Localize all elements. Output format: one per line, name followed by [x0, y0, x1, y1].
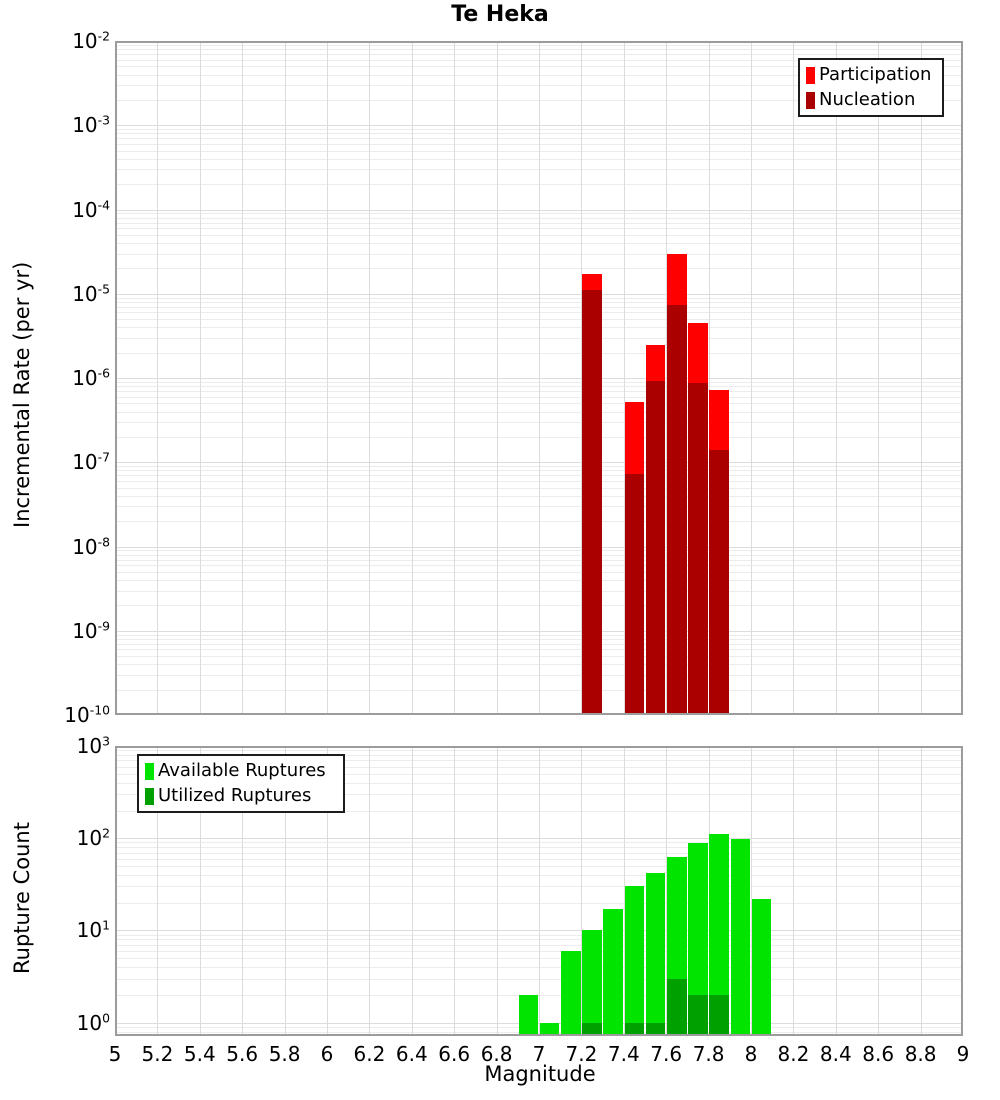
v-gridline — [878, 41, 879, 715]
legend-label-utilized-ruptures: Utilized Ruptures — [158, 785, 312, 806]
y-tick-label: $10^2$ — [76, 825, 110, 851]
x-tick-label: 6 — [320, 1042, 334, 1066]
legend-label-participation: Participation — [819, 64, 932, 85]
bar-available-ruptures-m7.45 — [625, 886, 645, 1036]
x-tick-label: 6.4 — [395, 1042, 428, 1066]
bar-available-ruptures-m7.35 — [603, 909, 623, 1036]
bar-utilized-ruptures-m7.85 — [709, 995, 729, 1036]
x-axis-title: Magnitude — [484, 1062, 596, 1086]
x-tick-label: 7.4 — [607, 1042, 640, 1066]
x-tick-label: 5.4 — [183, 1042, 216, 1066]
v-gridline — [921, 746, 922, 1036]
legend-label-available-ruptures: Available Ruptures — [158, 760, 326, 781]
bar-nucleation-m7.45 — [625, 474, 645, 715]
y-tick-label: $10^{-2}$ — [72, 28, 110, 53]
bar-nucleation-m7.55 — [646, 381, 666, 715]
x-tick-label: 7.2 — [565, 1042, 598, 1066]
legend-item-available-ruptures — [145, 760, 335, 782]
bottom-y-axis-title: Rupture Count — [10, 822, 34, 974]
x-tick-label: 7 — [532, 1042, 546, 1066]
available-ruptures-swatch — [145, 763, 154, 780]
bar-available-ruptures-m7.05 — [540, 1023, 560, 1036]
x-tick-label: 8.8 — [904, 1042, 937, 1066]
bar-available-ruptures-m6.95 — [519, 995, 539, 1036]
x-tick-label: 6.2 — [353, 1042, 386, 1066]
legend-item-participation — [806, 64, 934, 86]
y-tick-label: $10^{-10}$ — [64, 702, 110, 727]
y-tick-label: $10^{-7}$ — [72, 449, 110, 475]
bar-available-ruptures-m7.25 — [582, 930, 602, 1036]
v-gridline — [836, 746, 837, 1036]
v-gridline — [793, 41, 794, 715]
v-gridline — [242, 41, 243, 715]
v-gridline — [454, 41, 455, 715]
x-tick-label: 5.8 — [268, 1042, 301, 1066]
v-gridline — [836, 41, 837, 715]
legend-item-nucleation — [806, 89, 934, 111]
y-tick-label: $10^{-9}$ — [72, 618, 110, 643]
v-gridline — [497, 746, 498, 1036]
v-gridline — [200, 41, 201, 715]
v-gridline — [497, 41, 498, 715]
bar-available-ruptures-m7.15 — [561, 951, 581, 1036]
x-tick-label: 5.2 — [141, 1042, 174, 1066]
bar-utilized-ruptures-m7.55 — [646, 1023, 666, 1036]
bar-utilized-ruptures-m7.65 — [667, 979, 687, 1036]
v-gridline — [454, 746, 455, 1036]
nucleation-swatch — [806, 92, 815, 109]
legend-label-nucleation: Nucleation — [819, 89, 916, 110]
bar-utilized-ruptures-m7.75 — [688, 995, 708, 1036]
v-gridline — [539, 746, 540, 1036]
v-gridline — [878, 746, 879, 1036]
x-tick-label: 6.8 — [480, 1042, 513, 1066]
y-tick-label: $10^1$ — [76, 917, 110, 943]
x-tick-label: 5 — [108, 1042, 122, 1066]
x-tick-label: 8.4 — [819, 1042, 852, 1066]
y-tick-label: $10^{-5}$ — [72, 281, 110, 306]
y-tick-label: $10^{-3}$ — [72, 112, 110, 138]
top-plot-area — [115, 41, 963, 715]
v-gridline — [327, 41, 328, 715]
v-gridline — [412, 41, 413, 715]
bar-available-ruptures-m7.55 — [646, 873, 666, 1036]
top-y-axis-title: Incremental Rate (per yr) — [10, 261, 34, 528]
bar-nucleation-m7.25 — [582, 290, 602, 715]
x-tick-label: 8.6 — [862, 1042, 895, 1066]
legend-item-utilized-ruptures — [145, 785, 335, 807]
v-gridline — [369, 41, 370, 715]
y-tick-label: $10^{-6}$ — [72, 365, 110, 390]
bottom-legend — [137, 754, 345, 813]
v-gridline — [157, 41, 158, 715]
y-tick-label: $10^{-8}$ — [72, 533, 110, 559]
bar-utilized-ruptures-m7.45 — [625, 1023, 645, 1036]
x-tick-label: 6.6 — [438, 1042, 471, 1066]
v-gridline — [921, 41, 922, 715]
top-legend — [798, 58, 944, 117]
chart-title: Te Heka — [451, 2, 549, 27]
y-tick-label: $10^3$ — [76, 733, 110, 758]
x-tick-label: 8 — [744, 1042, 758, 1066]
bar-nucleation-m7.75 — [688, 383, 708, 715]
bar-nucleation-m7.65 — [667, 305, 687, 715]
v-gridline — [412, 746, 413, 1036]
v-gridline — [539, 41, 540, 715]
v-gridline — [751, 41, 752, 715]
bar-available-ruptures-m7.95 — [731, 839, 751, 1036]
x-tick-label: 7.6 — [650, 1042, 683, 1066]
utilized-ruptures-swatch — [145, 788, 154, 805]
x-tick-label: 7.8 — [692, 1042, 725, 1066]
v-gridline — [793, 746, 794, 1036]
x-tick-label: 9 — [956, 1042, 970, 1066]
v-gridline — [369, 746, 370, 1036]
participation-swatch — [806, 67, 815, 84]
v-gridline — [285, 41, 286, 715]
y-tick-label: $10^0$ — [76, 1009, 110, 1035]
bar-utilized-ruptures-m7.25 — [582, 1023, 602, 1036]
bar-nucleation-m7.85 — [709, 450, 729, 715]
bar-available-ruptures-m8.05 — [752, 899, 772, 1036]
y-tick-label: $10^{-4}$ — [72, 196, 110, 222]
x-tick-label: 5.6 — [226, 1042, 259, 1066]
x-tick-label: 8.2 — [777, 1042, 810, 1066]
